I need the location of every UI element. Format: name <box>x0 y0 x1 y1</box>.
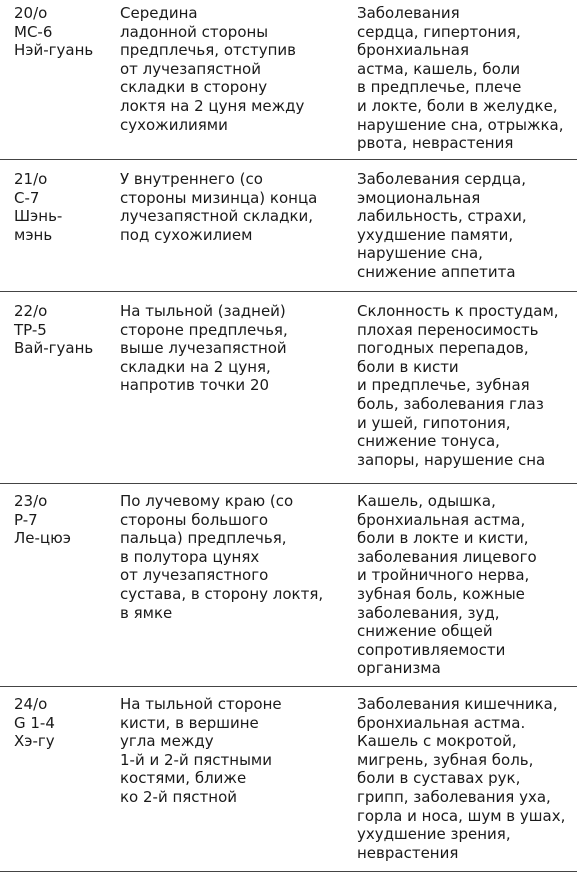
point-location: Середина ладонной стороны предплечья, отступив от лучезапястной складки в сторону локтя на 2 цуня между сухожилиями <box>120 4 305 134</box>
point-indications: Заболевания сердца, эмоциональная лабильность, страхи, ухудшение памяти, нарушение сна, снижение аппетита <box>357 170 527 281</box>
table-row <box>0 687 577 872</box>
point-id: 24/о G 1-4 Хэ-гу <box>14 695 55 751</box>
point-location: По лучевому краю (со стороны большого пальца) предплечья, в полутора цунях от лучезапястного сустава, в сторону локтя, в ямке <box>120 492 324 622</box>
table-row <box>0 0 577 160</box>
point-location: На тыльной (задней) стороне предплечья, выше лучезапястной складки на 2 цуня, напротив точки 20 <box>120 302 288 395</box>
point-indications: Кашель, одышка, бронхиальная астма, боли в локте и кисти, заболевания лицевого и тройничного нерва, зубная боль, кожные заболевания, зуд, снижение общей сопротивляемости организма <box>357 492 537 678</box>
point-id: 20/о MC-6 Нэй-гуань <box>14 4 94 60</box>
point-indications: Склонность к простудам, плохая переносимость погодных перепадов, боли в кисти и предплечье, зубная боль, заболевания глаз и ушей, гипотония, снижение тонуса, запоры, нарушение сна <box>357 302 559 469</box>
table-row <box>0 292 577 484</box>
point-indications: Заболевания сердца, гипертония, бронхиальная астма, кашель, боли в предплечье, плече и локте, боли в желудке, нарушение сна, отрыжка, рвота, неврастения <box>357 4 564 153</box>
point-indications: Заболевания кишечника, бронхиальная астма. Кашель с мокротой, мигрень, зубная боль, боли в суставах рук, грипп, заболевания уха, горла и носа, шум в ушах, ухудшение зрения, неврастения <box>357 695 566 862</box>
table-row <box>0 160 577 292</box>
point-location: На тыльной стороне кисти, в вершине угла между 1-й и 2-й пястными костями, ближе ко 2-й пястной <box>120 695 282 806</box>
point-id: 23/о P-7 Ле-цюэ <box>14 492 71 548</box>
point-id: 21/о C-7 Шэнь- мэнь <box>14 170 63 244</box>
point-location: У внутреннего (со стороны мизинца) конца лучезапястной складки, под сухожилием <box>120 170 318 244</box>
point-id: 22/о TP-5 Вай-гуань <box>14 302 94 358</box>
table-row <box>0 484 577 687</box>
